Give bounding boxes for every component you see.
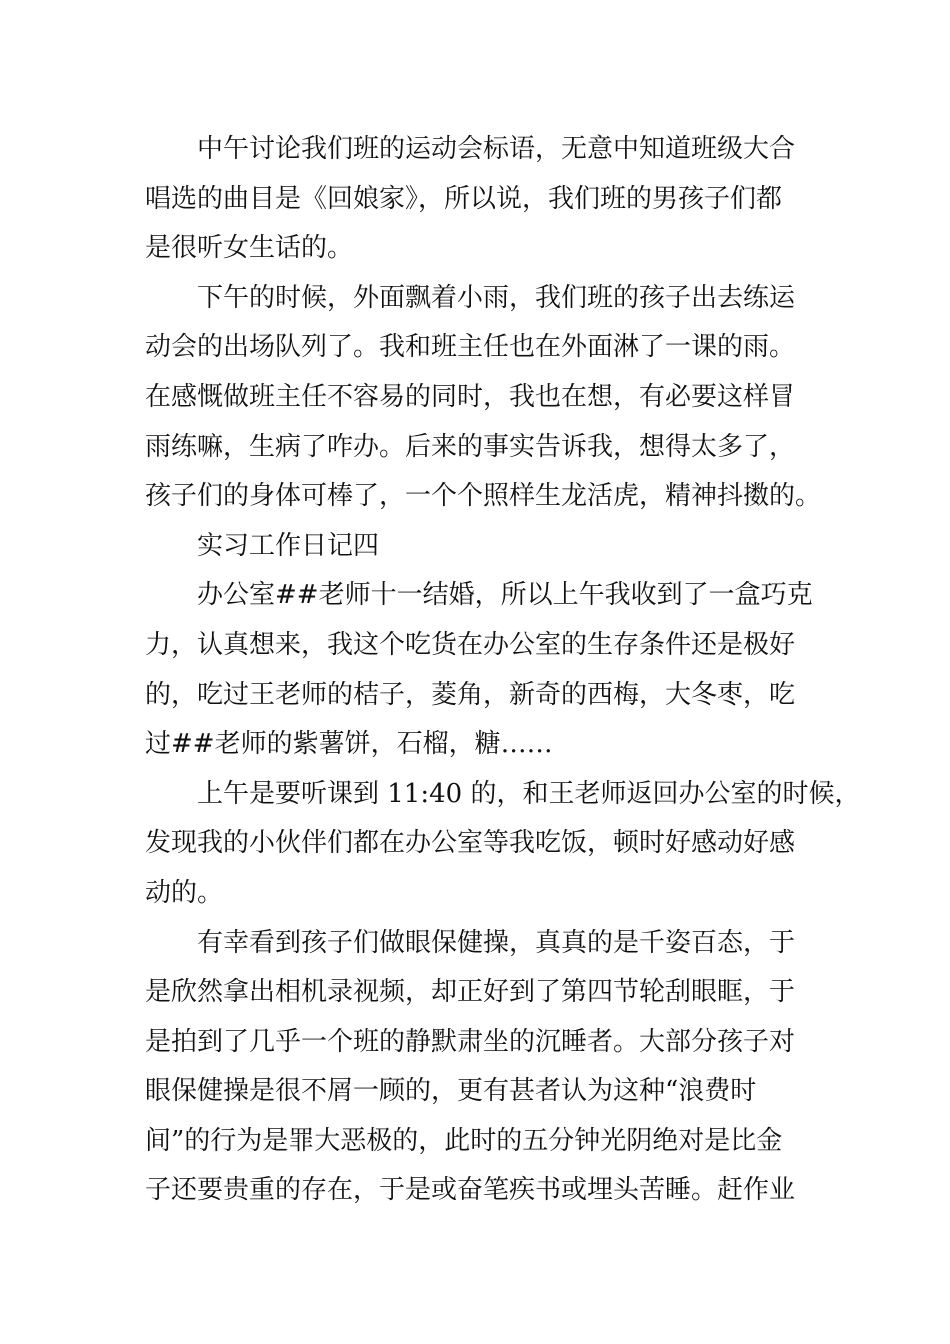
text-line: 过##老师的紫薯饼，石榴，糖…… [145,729,553,760]
text-line: 唱选的曲目是《回娘家》，所以说，我们班的男孩子们都 [145,183,783,214]
text-line: 的，吃过王老师的桔子，菱角，新奇的西梅，大冬枣，吃 [145,679,796,710]
paragraph [145,919,810,1217]
text-line: 中午讨论我们班的运动会标语，无意中知道班级大合 [197,134,796,164]
text-line: 下午的时候，外面飘着小雨，我们班的孩子出去练运 [197,282,796,313]
text-line: 间”的行为是罪大恶极的，此时的五分钟光阴绝对是比金 [145,1125,783,1156]
section-heading-block [145,522,810,572]
text-line: 动的。 [145,877,224,908]
text-line: 是拍到了几乎一个班的静默肃坐的沉睡者。大部分孩子对 [145,1026,796,1057]
text-line: 有幸看到孩子们做眼保健操，真真的是千姿百态，于 [197,927,796,958]
text-line: 在感慨做班主任不容易的同时，我也在想，有必要这样冒 [145,381,796,412]
text-line: 力，认真想来，我这个吃货在办公室的生存条件还是极好 [145,629,796,660]
text-line: 眼保健操是很不屑一顾的，更有甚者认为这种“浪费时 [145,1076,757,1107]
text-line: 孩子们的身体可棒了，一个个照样生龙活虎，精神抖擞的。 [145,481,822,512]
section-heading: 实习工作日记四 [197,530,380,561]
text-line: 是很听女生话的。 [145,233,354,264]
text-line: 动会的出场队列了。我和班主任也在外面淋了一课的雨。 [145,332,796,363]
text-line: 是欣然拿出相机录视频，却正好到了第四节轮刮眼眶，于 [145,977,796,1008]
document-body [145,125,861,1216]
paragraph [145,125,810,274]
text-line: 发现我的小伙伴们都在办公室等我吃饭，顿时好感动好感 [145,828,796,859]
text-line: 上午是要听课到 11:40 的，和王老师返回办公室的时候， [197,778,861,809]
text-line: 办公室##老师十一结婚，所以上午我收到了一盒巧克 [197,580,813,611]
text-line: 子还要贵重的存在，于是或奋笔疾书或埋头苦睡。赶作业 [145,1175,796,1206]
paragraph [145,274,822,522]
text-line: 雨练嘛，生病了咋办。后来的事实告诉我，想得太多了， [145,431,796,462]
paragraph [145,571,813,769]
paragraph [145,770,861,919]
